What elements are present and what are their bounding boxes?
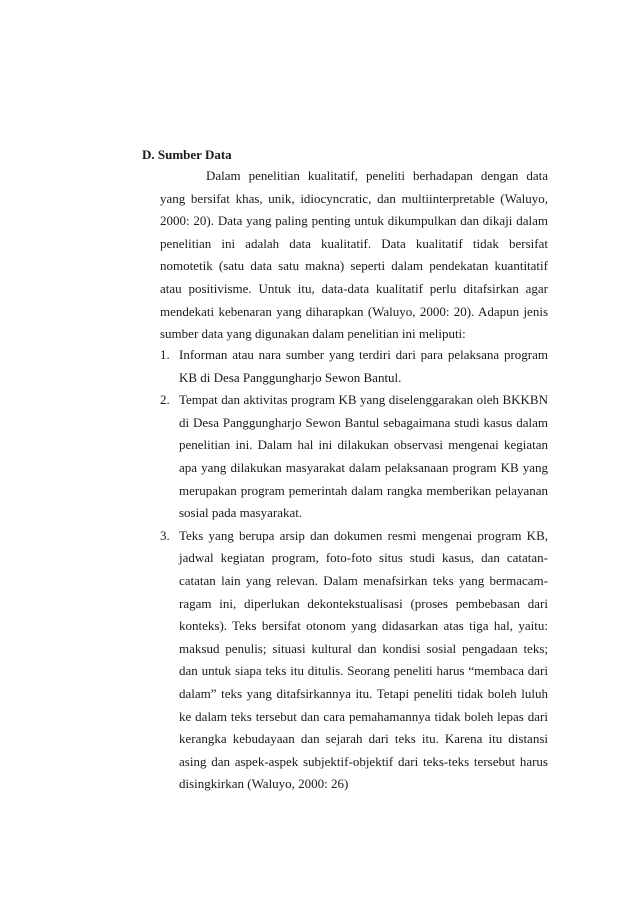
list-item: [160, 389, 548, 525]
list-text: Tempat dan aktivitas program KB yang diselenggarakan oleh BKKBN di Desa Panggungharjo Sewon Bantul sebagaimana studi kasus dalam penelitian ini. Dalam hal ini dilakukan observasi mengenai kegiatan apa yang dilakukan masyarakat dalam pelaksanaan program KB yang merupakan program pemerintah dalam rangka memberikan pelayanan sosial pada masyarakat.: [179, 392, 548, 521]
intro-paragraph: Dalam penelitian kualitatif, peneliti berhadapan dengan data yang bersifat khas, unik, idiocyncratic, dan multiinterpretable (Waluyo, 2000: 20). Data yang paling penting untuk dikumpulkan dan dikaji dalam penelitian ini adalah data kualitatif. Data kualitatif tidak bersifat nomotetik (satu data satu makna) seperti dalam pendekatan kuantitatif atau positivisme. Untuk itu, data-data kualitatif perlu ditafsirkan agar mendekati kebenaran yang diharapkan (Waluyo, 2000: 20). Adapun jenis sumber data yang digunakan dalam penelitian ini meliputi:: [160, 168, 548, 342]
section-heading: D. Sumber Data: [142, 147, 232, 162]
list-number: 1.: [160, 347, 170, 362]
source-list: [160, 344, 548, 796]
list-text: Informan atau nara sumber yang terdiri dari para pelaksana program KB di Desa Panggungharjo Sewon Bantul.: [179, 347, 548, 385]
list-number: 2.: [160, 392, 170, 408]
list-text: Teks yang berupa arsip dan dokumen resmi mengenai program KB, jadwal kegiatan program, foto-foto situs studi kasus, dan catatan-catatan lain yang relevan. Dalam menafsirkan teks yang bermacam-ragam ini, diperlukan dekontekstualisasi (proses pembebasan dari konteks). Teks bersifat otonom yang didasarkan atas tiga hal, yaitu: maksud penulis; situasi kultural dan kondisi sosial pengadaan teks; dan untuk siapa teks itu ditulis. Seorang peneliti harus “membaca dari dalam” teks yang ditafsirkannya itu. Tetapi peneliti tidak boleh luluh ke dalam teks tersebut dan cara pemahamannya tidak boleh lepas dari kerangka kebudayaan dan sejarah dari teks itu. Karena itu distansi asing dan aspek-aspek subjektif-objektif dari teks-teks tersebut harus disingkirkan (Waluyo, 2000: 26): [179, 527, 548, 792]
list-item: [160, 525, 548, 796]
list-item: [160, 344, 548, 389]
list-number: 3.: [160, 527, 170, 543]
